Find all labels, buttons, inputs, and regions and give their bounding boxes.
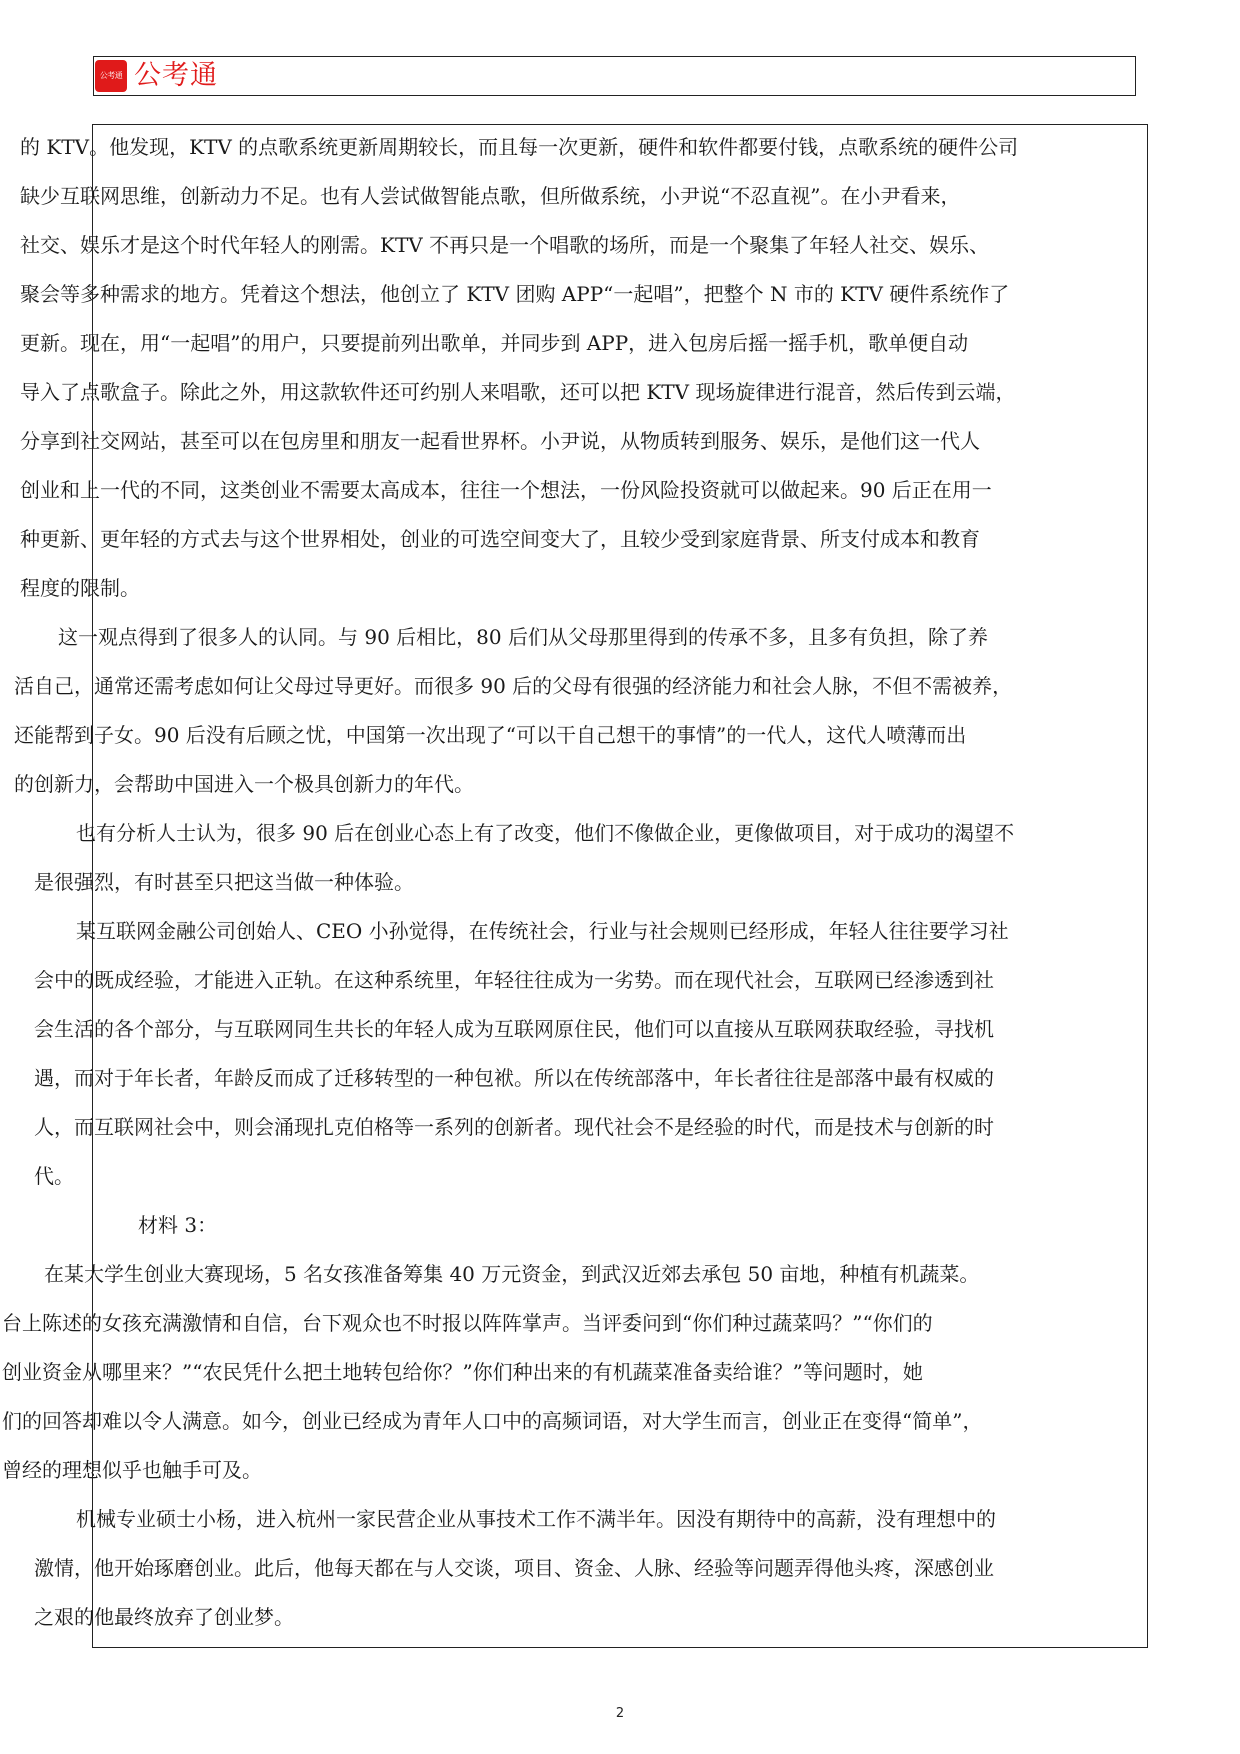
text-line: 也有分析人士认为，很多 90 后在创业心态上有了改变，他们不像做企业，更像做项目，对于成功的渴望不 [76, 821, 1015, 845]
text-line: 缺少互联网思维，创新动力不足。也有人尝试做智能点歌，但所做系统，小尹说“不忍直视”。在小尹看来， [20, 184, 961, 208]
text-line: 导入了点歌盒子。除此之外，用这款软件还可约别人来唱歌，还可以把 KTV 现场旋律进行混音，然后传到云端， [20, 380, 1016, 404]
text-line: 创业资金从哪里来？”“农民凭什么把土地转包给你？”你们种出来的有机蔬菜准备卖给谁？”等问题时，她 [2, 1360, 923, 1384]
text-line: 曾经的理想似乎也触手可及。 [2, 1458, 262, 1482]
text-line: 种更新、更年轻的方式去与这个世界相处，创业的可选空间变大了，且较少受到家庭背景、所支付成本和教育 [20, 527, 980, 551]
text-line: 人，而互联网社会中，则会涌现扎克伯格等一系列的创新者。现代社会不是经验的时代，而是技术与创新的时 [34, 1115, 994, 1139]
text-line: 代。 [34, 1164, 74, 1188]
text-line: 是很强烈，有时甚至只把这当做一种体验。 [34, 870, 414, 894]
page-number: 2 [615, 1706, 625, 1721]
text-line: 在某大学生创业大赛现场，5 名女孩准备筹集 40 万元资金，到武汉近郊去承包 50 亩地，种植有机蔬菜。 [44, 1262, 980, 1286]
text-line: 之艰的他最终放弃了创业梦。 [34, 1605, 294, 1629]
logo-badge: 公考通 [95, 60, 127, 92]
section-heading: 材料 3： [138, 1213, 218, 1237]
text-line: 更新。现在，用“一起唱”的用户，只要提前列出歌单，并同步到 APP，进入包房后摇一摇手机，歌单便自动 [20, 331, 969, 355]
text-line: 的创新力，会帮助中国进入一个极具创新力的年代。 [14, 772, 474, 796]
text-line: 活自己，通常还需考虑如何让父母过导更好。而很多 90 后的父母有很强的经济能力和社会人脉，不但不需被养， [14, 674, 1013, 698]
text-line: 某互联网金融公司创始人、CEO 小孙觉得，在传统社会，行业与社会规则已经形成，年轻人往往要学习社 [76, 919, 1009, 943]
text-line: 机械专业硕士小杨，进入杭州一家民营企业从事技术工作不满半年。因没有期待中的高薪，没有理想中的 [76, 1507, 996, 1531]
text-line: 这一观点得到了很多人的认同。与 90 后相比，80 后们从父母那里得到的传承不多，且多有负担，除了养 [58, 625, 988, 649]
text-line: 创业和上一代的不同，这类创业不需要太高成本，往往一个想法，一份风险投资就可以做起来。90 后正在用一 [20, 478, 992, 502]
header-bar [93, 56, 1136, 96]
text-line: 遇，而对于年长者，年龄反而成了迁移转型的一种包袱。所以在传统部落中，年长者往往是部落中最有权威的 [34, 1066, 994, 1090]
text-line: 聚会等多种需求的地方。凭着这个想法，他创立了 KTV 团购 APP“一起唱”，把整个 N 市的 KTV 硬件系统作了 [20, 282, 1010, 306]
text-line: 会中的既成经验，才能进入正轨。在这种系统里，年轻往往成为一劣势。而在现代社会，互联网已经渗透到社 [34, 968, 994, 992]
text-line: 激情，他开始琢磨创业。此后，他每天都在与人交谈，项目、资金、人脉、经验等问题弄得他头疼，深感创业 [34, 1556, 994, 1580]
text-line: 社交、娱乐才是这个时代年轻人的刚需。KTV 不再只是一个唱歌的场所，而是一个聚集了年轻人社交、娱乐、 [20, 233, 990, 257]
text-line: 程度的限制。 [20, 576, 140, 600]
brand-name: 公考通 [134, 60, 218, 91]
text-line: 分享到社交网站，甚至可以在包房里和朋友一起看世界杯。小尹说，从物质转到服务、娱乐，是他们这一代人 [20, 429, 980, 453]
text-line: 还能帮到子女。90 后没有后顾之忧，中国第一次出现了“可以干自己想干的事情”的一代人，这代人喷薄而出 [14, 723, 967, 747]
text-line: 们的回答却难以令人满意。如今，创业已经成为青年人口中的高频词语，对大学生而言，创业正在变得“简单”， [2, 1409, 983, 1433]
text-line: 会生活的各个部分，与互联网同生共长的年轻人成为互联网原住民，他们可以直接从互联网获取经验，寻找机 [34, 1017, 994, 1041]
text-line: 的 KTV。他发现，KTV 的点歌系统更新周期较长，而且每一次更新，硬件和软件都要付钱，点歌系统的硬件公司 [20, 135, 1019, 159]
text-line: 台上陈述的女孩充满激情和自信，台下观众也不时报以阵阵掌声。当评委问到“你们种过蔬菜吗？”“你们的 [2, 1311, 933, 1335]
